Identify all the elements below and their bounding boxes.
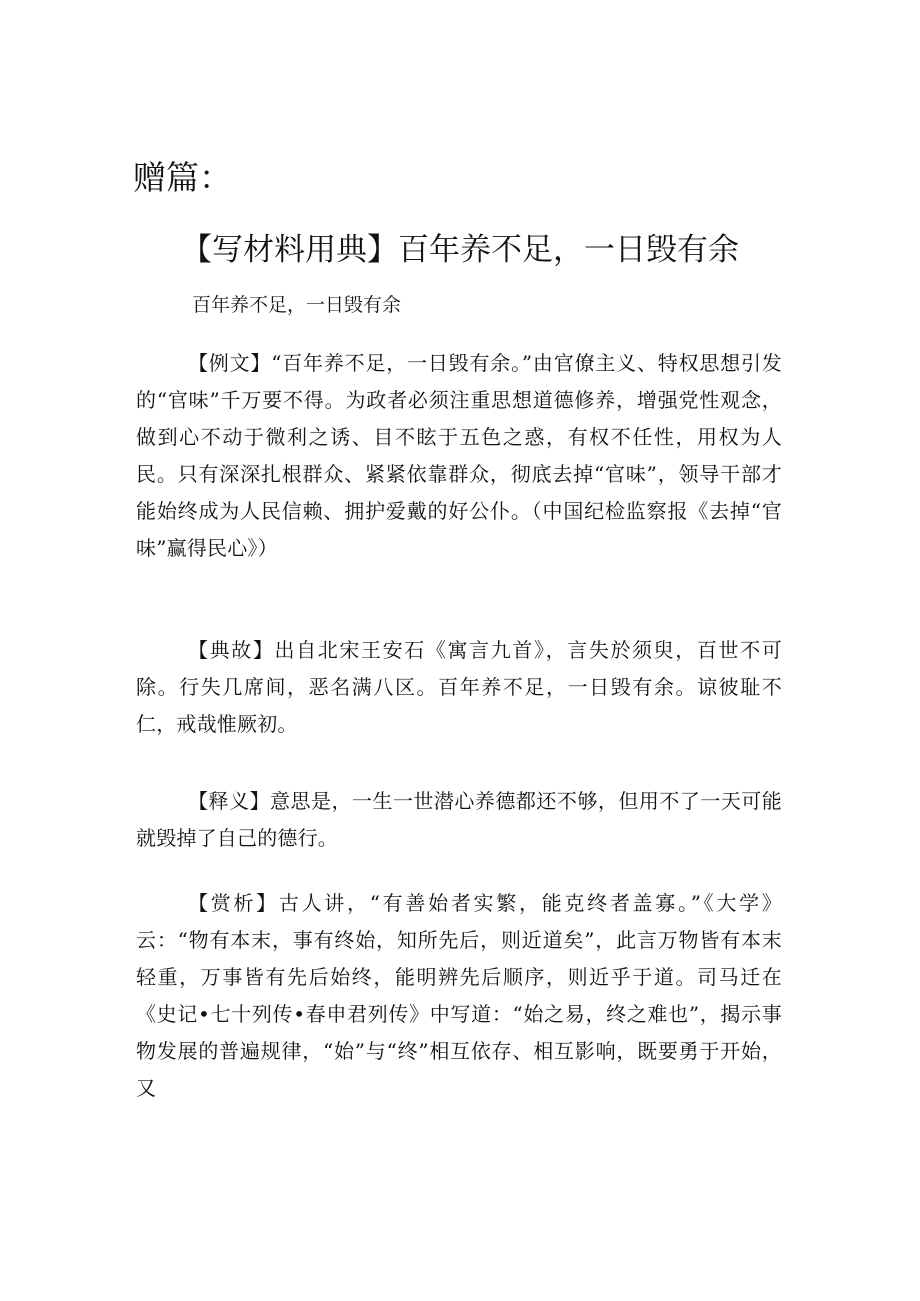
paragraph-tag: 【典故】 (188, 638, 275, 662)
paragraph-meaning (136, 783, 782, 857)
paragraph-text: 古人讲，“有善始者实繁，能克终者盖寡。”《大学》云：“物有本末，事有终始，知所先后，则近道矣”，此言万物皆有本末轻重，万事皆有先后始终，能明辨先后顺序，则近乎于道。司马迁在《史记•七十列传•春申君列传》中写道：“始之易，终之难也”，揭示事物发展的普遍规律，“始”与“终”相互依存、相互影响，既要勇于开始，又 (136, 891, 782, 1100)
paragraph-text: “百年养不足，一日毁有余。”由官僚主义、特权思想引发的“官味”千万要不得。为政者必须注重思想道德修养，增强党性观念，做到心不动于微利之诱、目不眩于五色之惑，有权不任性，用权为人民。只有深深扎根群众、紧紧依靠群众，彻底去掉“官味”，领导干部才能始终成为人民信赖、拥护爱戴的好公仆。（中国纪检监察报《去掉“官味”赢得民心》） (136, 351, 782, 560)
paragraph-analysis (136, 885, 782, 1107)
article-subtitle: 百年养不足，一日毁有余 (192, 294, 402, 316)
paragraph-text: 出自北宋王安石《寓言九首》，言失於须臾，百世不可除。行失几席间，恶名满八区。百年养不足，一日毁有余。谅彼耻不仁，戒哉惟厥初。 (136, 638, 782, 736)
paragraph-example (136, 345, 782, 567)
paragraph-tag: 【赏析】 (188, 891, 279, 915)
article-title: 【写材料用典】百年养不足，一日毁有余 (181, 232, 739, 268)
paragraph-text: 意思是，一生一世潜心养德都还不够，但用不了一天可能就毁掉了自己的德行。 (136, 789, 783, 850)
paragraph-tag: 【例文】 (188, 351, 272, 375)
paragraph-tag: 【释义】 (188, 789, 270, 813)
paragraph-allusion (136, 632, 782, 743)
section-heading: 赠篇： (133, 158, 232, 197)
